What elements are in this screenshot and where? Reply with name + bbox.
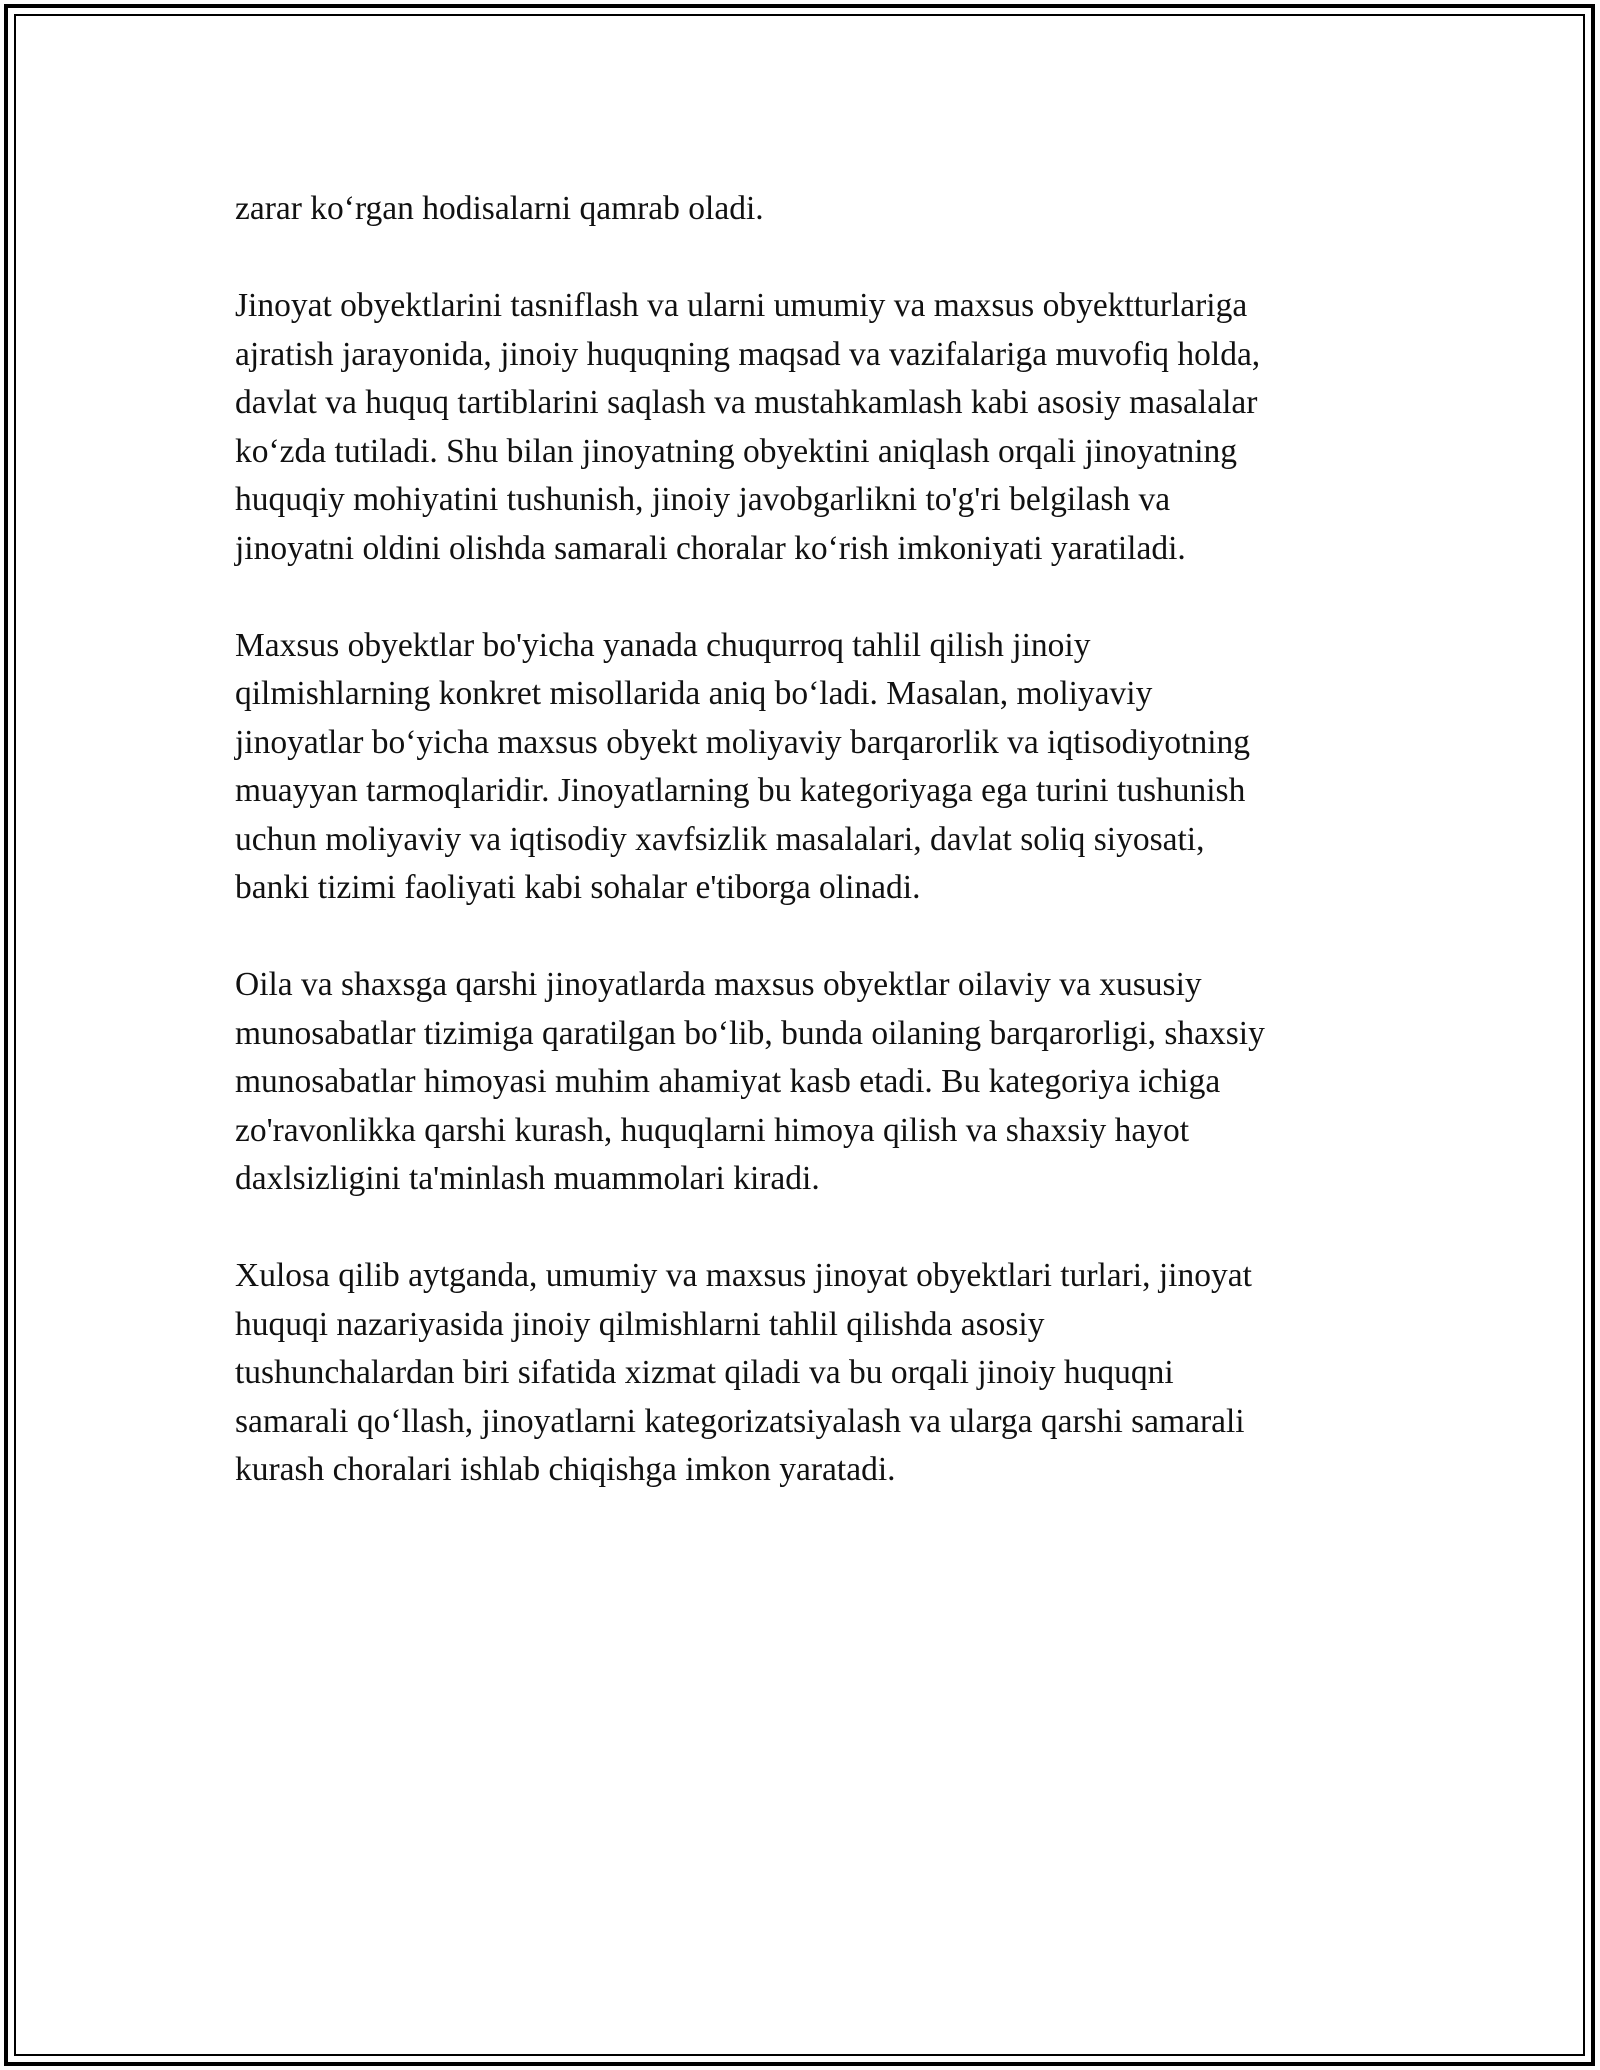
text-line: muayyan tarmoqlaridir. Jinoyatlarning bu kategoriyaga ega turini tushunish (235, 772, 1246, 809)
text-line: davlat va huquq tartiblarini saqlash va mustahkamlash kabi asosiy masalalar (235, 384, 1258, 421)
text-line: huquqi nazariyasida jinoiy qilmishlarni tahlil qilishda asosiy (235, 1305, 1045, 1343)
text-line: samarali qoʻllash, jinoyatlarni kategorizatsiyalash va ularga qarshi samarali (235, 1402, 1245, 1440)
paragraph-5 (235, 1252, 1385, 1495)
text-line: tushunchalardan biri sifatida xizmat qiladi va bu orqali jinoiy huquqni (235, 1354, 1174, 1391)
text-line: qilmishlarning konkret misollarida aniq boʻladi. Masalan, moliyaviy (235, 675, 1153, 712)
text-line: Oila va shaxsga qarshi jinoyatlarda maxsus obyektlar oilaviy va xususiy (235, 966, 1202, 1003)
text-line: Maxsus obyektlar bo'yicha yanada chuqurroq tahlil qilish jinoiy (235, 626, 1091, 664)
text-line: munosabatlar himoyasi muhim ahamiyat kasb etadi. Bu kategoriya ichiga (235, 1063, 1221, 1100)
text-line: jinoyatlar boʻyicha maxsus obyekt moliyaviy barqarorlik va iqtisodiyotning (235, 723, 1251, 761)
text-line: Xulosa qilib aytganda, umumiy va maxsus jinoyat obyektlari turlari, jinoyat (235, 1257, 1252, 1294)
paragraph-4 (235, 961, 1385, 1204)
paragraph-3 (235, 622, 1385, 913)
text-line: zo'ravonlikka qarshi kurash, huquqlarni himoya qilish va shaxsiy hayot (235, 1111, 1190, 1149)
text-line: kurash choralari ishlab chiqishga imkon yaratadi. (235, 1451, 896, 1488)
text-line: Jinoyat obyektlarini tasniflash va ularni umumiy va maxsus obyektturlariga (235, 287, 1248, 324)
text-line: huquqiy mohiyatini tushunish, jinoiy javobgarlikni to'g'ri belgilash va (235, 481, 1171, 518)
text-line: zarar koʻrgan hodisalarni qamrab oladi. (235, 190, 764, 227)
document-body (235, 185, 1385, 1543)
paragraph-2 (235, 282, 1385, 573)
paragraph-1 (235, 185, 1385, 234)
text-line: koʻzda tutiladi. Shu bilan jinoyatning obyektini aniqlash orqali jinoyatning (235, 432, 1238, 470)
text-line: jinoyatni oldini olishda samarali choralar koʻrish imkoniyati yaratiladi. (235, 529, 1186, 567)
text-line: munosabatlar tizimiga qaratilgan boʻlib, bunda oilaning barqarorligi, shaxsiy (235, 1014, 1265, 1052)
text-line: ajratish jarayonida, jinoiy huquqning maqsad va vazifalariga muvofiq holda, (235, 335, 1261, 373)
text-line: uchun moliyaviy va iqtisodiy xavfsizlik masalalari, davlat soliq siyosati, (235, 820, 1205, 858)
text-line: daxlsizligini ta'minlash muammolari kiradi. (235, 1160, 820, 1197)
text-line: banki tizimi faoliyati kabi sohalar e'tiborga olinadi. (235, 869, 921, 906)
